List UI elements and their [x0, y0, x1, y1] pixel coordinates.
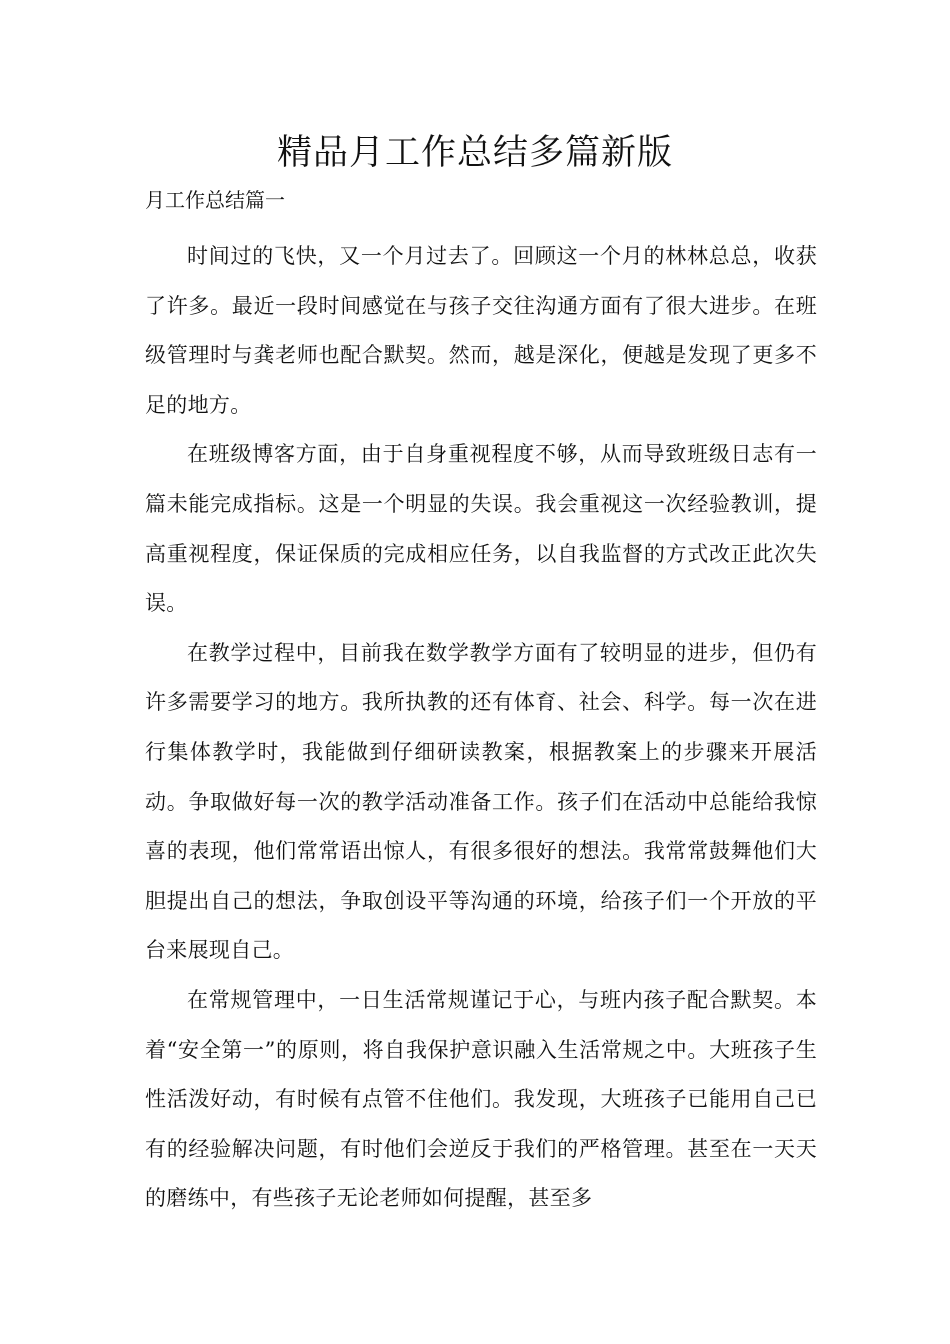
- paragraph-2: 在班级博客方面，由于自身重视程度不够，从而导致班级日志有一篇未能完成指标。这是一个明显的失误。我会重视这一次经验教训，提高重视程度，保证保质的完成相应任务，以自我监督的方式改正此次失误。: [145, 442, 817, 616]
- document-title: 精品月工作总结多篇新版: [276, 133, 673, 173]
- paragraph-1: 时间过的飞快，又一个月过去了。回顾这一个月的林林总总，收获了许多。最近一段时间感觉在与孩子交往沟通方面有了很大进步。在班级管理时与龚老师也配合默契。然而，越是深化，便越是发现了更多不足的地方。: [145, 244, 817, 417]
- paragraph-3: 在教学过程中，目前我在数学教学方面有了较明显的进步，但仍有许多需要学习的地方。我所执教的还有体育、社会、科学。每一次在进行集体教学时，我能做到仔细研读教案，根据教案上的步骤来开展活动。争取做好每一次的教学活动准备工作。孩子们在活动中总能给我惊喜的表现，他们常常语出惊人，有很多很好的想法。我常常鼓舞他们大胆提出自己的想法，争取创设平等沟通的环境，给孩子们一个开放的平台来展现自己。: [145, 640, 817, 963]
- paragraph-4: 在常规管理中，一日生活常规谨记于心，与班内孩子配合默契。本着“安全第一”的原则，将自我保护意识融入生活常规之中。大班孩子生性活泼好动，有时候有点管不住他们。我发现，大班孩子已能用自己已有的经验解决问题，有时他们会逆反于我们的严格管理。甚至在一天天的磨练中，有些孩子无论老师如何提醒，甚至多: [145, 987, 817, 1211]
- section-heading: 月工作总结篇一: [145, 188, 285, 212]
- document-body: [145, 232, 817, 1224]
